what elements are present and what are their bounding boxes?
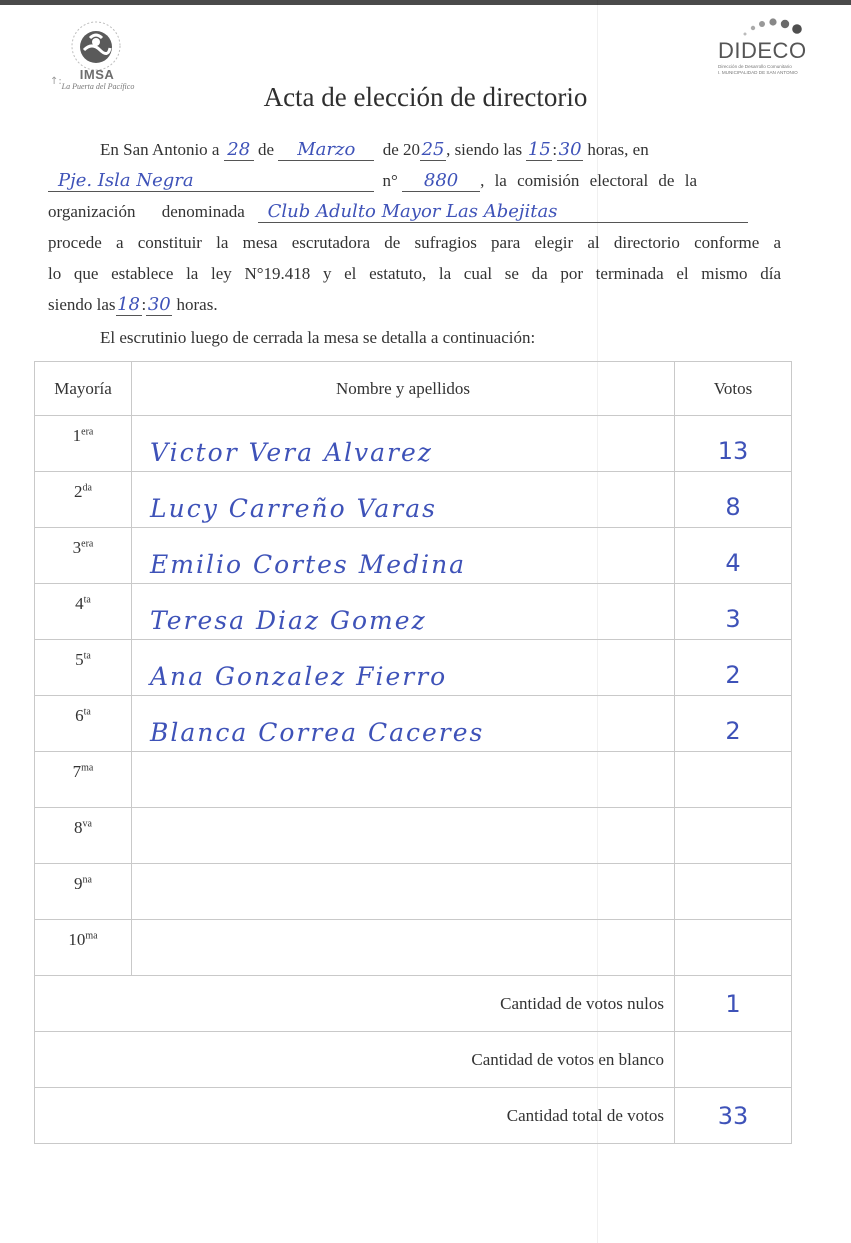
candidate-votes — [675, 752, 792, 808]
month-field: Marzo — [278, 140, 374, 161]
paragraph-line-6 — [48, 289, 781, 320]
candidate-name — [132, 752, 675, 808]
candidate-name: Ana Gonzalez Fierro — [132, 640, 675, 696]
text-fragment: , la comisión electoral de la — [480, 171, 697, 190]
candidate-name: Lucy Carreño Varas — [132, 472, 675, 528]
header-votes: Votos — [675, 362, 792, 416]
paragraph-line-5: lo que establece la ley N°19.418 y el estatuto, la cual se da por terminada el mismo día — [48, 264, 781, 283]
document-title: Acta de elección de directorio — [263, 82, 588, 112]
rank-number: 1 — [72, 426, 82, 445]
time-separator: : — [552, 140, 558, 159]
candidate-votes: 2 — [675, 640, 792, 696]
imsa-logo-tagline: La Puerta del Pacífico — [61, 82, 135, 91]
candidate-name: Emilio Cortes Medina — [132, 528, 675, 584]
rank-suffix: da — [82, 482, 92, 494]
imsa-logo-name: IMSA — [79, 67, 115, 82]
text-fragment: n° — [382, 171, 398, 190]
candidate-votes — [675, 920, 792, 976]
summary-label: Cantidad total de votos — [35, 1088, 675, 1144]
rank-cell — [35, 640, 132, 696]
text-fragment: , siendo las — [446, 140, 523, 159]
dideco-subtitle-1: Dirección de Desarrollo Comunitario — [718, 64, 792, 69]
summary-label: Cantidad de votos en blanco — [35, 1032, 675, 1088]
rank-cell — [35, 416, 132, 472]
candidate-votes: 8 — [675, 472, 792, 528]
rank-number: 6 — [75, 706, 84, 725]
rank-cell — [35, 752, 132, 808]
rank-cell — [35, 920, 132, 976]
start-hour-field: 15 — [527, 139, 551, 160]
rank-suffix: ma — [81, 762, 94, 774]
candidate-name — [132, 808, 675, 864]
stray-mark: ↑: — [50, 76, 62, 87]
rank-number: 3 — [72, 538, 82, 557]
rank-cell — [35, 528, 132, 584]
text-fragment: organización denominada — [48, 202, 245, 221]
candidate-votes: 3 — [675, 584, 792, 640]
rank-number: 8 — [74, 818, 83, 837]
candidate-name: Blanca Correa Caceres — [132, 696, 675, 752]
table-row — [35, 696, 792, 752]
imsa-emblem-icon — [70, 20, 122, 72]
organization-name-field: Club Adulto Mayor Las Abejitas — [258, 202, 748, 223]
summary-row — [35, 1032, 792, 1088]
rank-number: 10 — [68, 930, 86, 949]
candidate-name — [132, 920, 675, 976]
text-fragment: siendo las — [48, 295, 116, 314]
table-row — [35, 584, 792, 640]
summary-label: Cantidad de votos nulos — [35, 976, 675, 1032]
candidate-votes — [675, 864, 792, 920]
summary-row — [35, 1088, 792, 1144]
dideco-logo — [715, 16, 815, 82]
candidate-name — [132, 864, 675, 920]
rank-cell — [35, 696, 132, 752]
table-header-row — [35, 362, 792, 416]
text-fragment: de 20 — [382, 140, 421, 159]
candidate-votes — [675, 808, 792, 864]
rank-suffix: era — [81, 538, 94, 550]
rank-number: 5 — [75, 650, 84, 669]
dideco-logo-name: DIDECO — [718, 38, 807, 63]
paragraph-line-2 — [48, 165, 781, 196]
summary-row — [35, 976, 792, 1032]
rank-suffix: va — [82, 818, 92, 830]
time-separator: : — [141, 295, 147, 314]
address-number-field: 880 — [402, 171, 480, 192]
table-row — [35, 640, 792, 696]
summary-value — [675, 1032, 792, 1088]
rank-number: 7 — [72, 762, 82, 781]
rank-suffix: era — [81, 426, 94, 438]
start-minute-field: 30 — [558, 139, 582, 160]
top-edge-line — [0, 0, 851, 5]
table-row — [35, 808, 792, 864]
paragraph-line-4: procede a constituir la mesa escrutadora de sufragios para elegir al directorio conforme a — [48, 233, 781, 252]
text-fragment: horas. — [176, 295, 218, 314]
rank-cell — [35, 584, 132, 640]
dideco-subtitle-2: I. MUNICIPALIDAD DE SAN ANTONIO — [718, 70, 798, 75]
end-minute-field: 30 — [147, 294, 171, 315]
rank-suffix: ma — [85, 930, 98, 942]
end-hour-field: 18 — [117, 294, 140, 315]
paragraph-line-3 — [48, 196, 781, 227]
table-row — [35, 528, 792, 584]
candidate-votes: 13 — [675, 416, 792, 472]
rank-suffix: ta — [83, 594, 91, 606]
rank-number: 2 — [74, 482, 83, 501]
table-row — [35, 416, 792, 472]
table-intro-text: El escrutinio luego de cerrada la mesa se detalla a continuación: — [100, 328, 536, 347]
table-row — [35, 864, 792, 920]
summary-value: 33 — [675, 1088, 792, 1144]
table-row — [35, 472, 792, 528]
candidate-name: Teresa Diaz Gomez — [132, 584, 675, 640]
address-field: Pje. Isla Negra — [48, 171, 374, 192]
text-fragment: horas, en — [587, 140, 649, 159]
rank-suffix: ta — [83, 650, 91, 662]
rank-cell — [35, 808, 132, 864]
header-name: Nombre y apellidos — [132, 362, 675, 416]
year-field: 25 — [421, 139, 445, 160]
candidate-votes: 4 — [675, 528, 792, 584]
rank-suffix: ta — [83, 706, 91, 718]
text-fragment: de — [257, 140, 275, 159]
rank-suffix: na — [82, 874, 92, 886]
header-majority: Mayoría — [35, 362, 132, 416]
day-field: 28 — [224, 140, 254, 161]
paragraph-line-1 — [48, 134, 781, 165]
results-table — [34, 361, 792, 1144]
rank-cell — [35, 472, 132, 528]
candidate-votes: 2 — [675, 696, 792, 752]
table-row — [35, 920, 792, 976]
table-row — [35, 752, 792, 808]
rank-number: 4 — [75, 594, 84, 613]
candidate-name: Victor Vera Alvarez — [132, 416, 675, 472]
rank-cell — [35, 864, 132, 920]
rank-number: 9 — [74, 874, 83, 893]
summary-value: 1 — [675, 976, 792, 1032]
text-fragment: En San Antonio a — [100, 140, 220, 159]
